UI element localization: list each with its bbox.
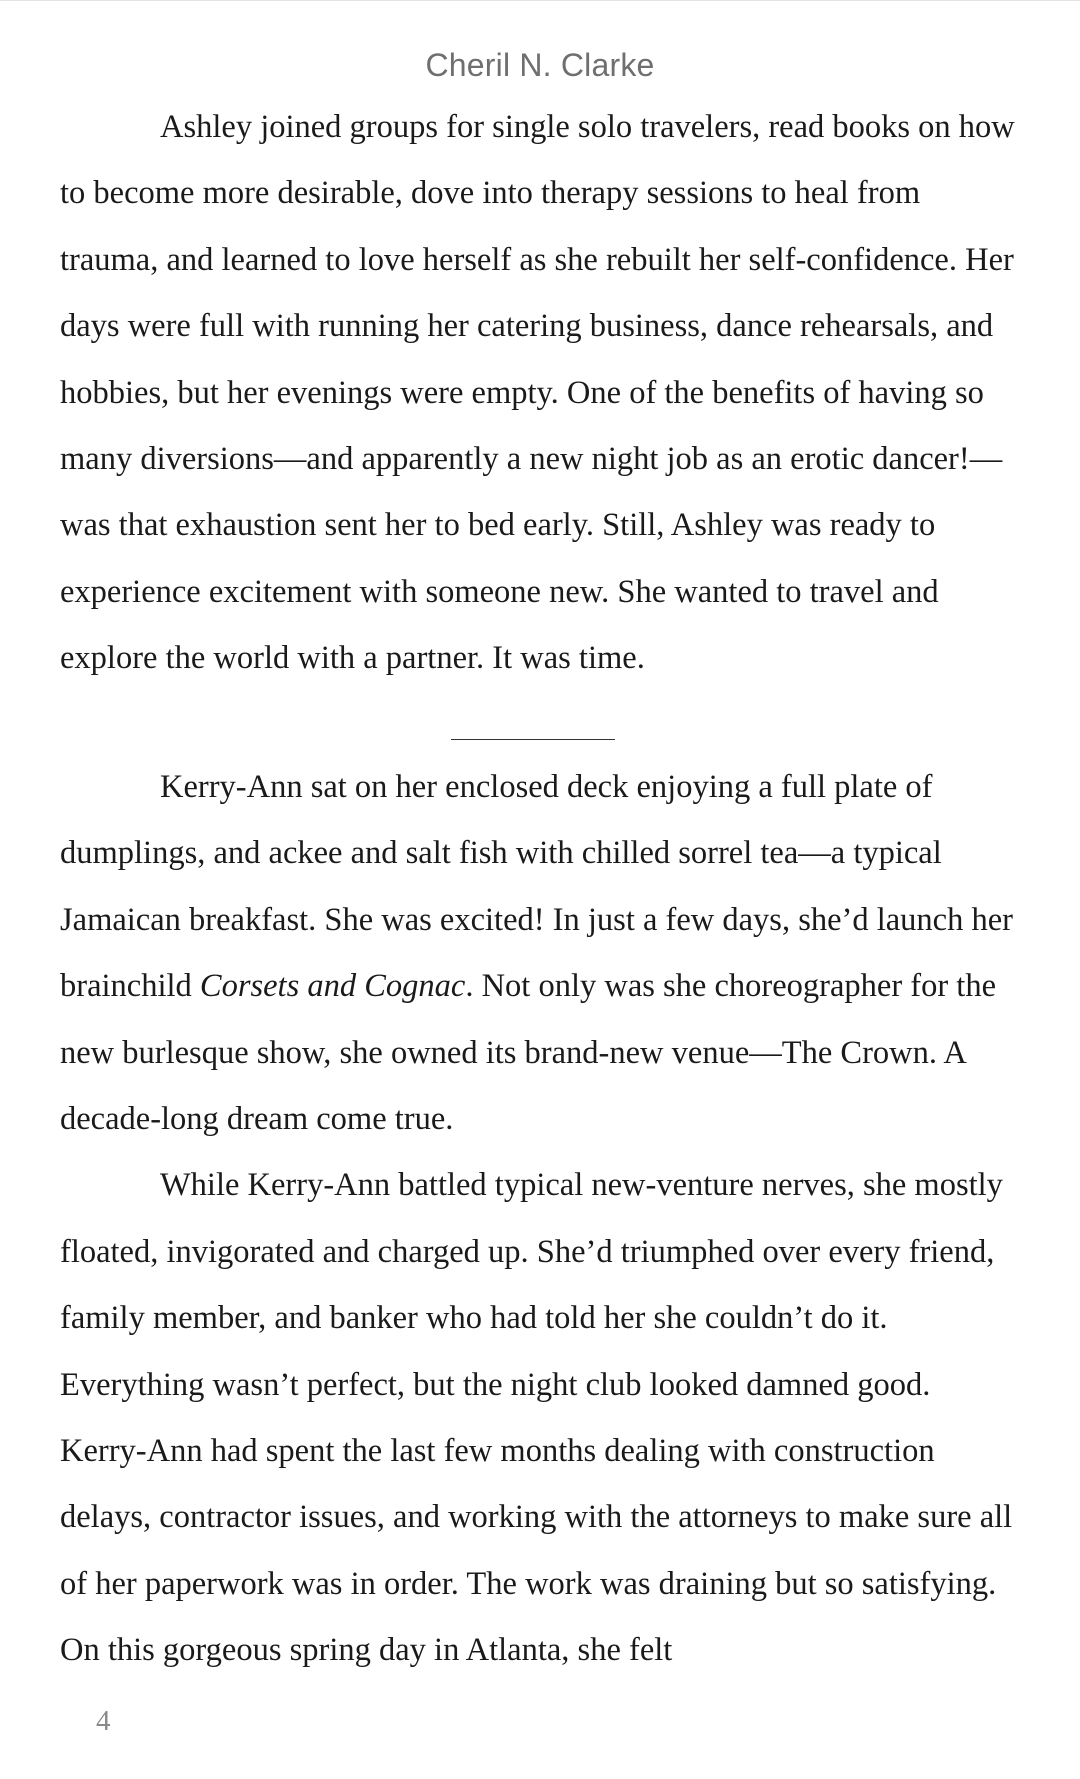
- running-header-author: Cheril N. Clarke: [425, 47, 655, 83]
- book-page: [0, 1, 1080, 1779]
- scene-break-divider: [451, 739, 615, 740]
- paragraph: While Kerry-Ann battled typical new-venture nerves, she mostly floated, invigorated and charged up. She’d triumphed over every friend, family member, and banker who had told her she couldn’t do it. Everything wasn’t perfect, but the night club looked damned good. Kerry-Ann had spent the last few months dealing with construction delays, contractor issues, and working with the attorneys to make sure all of her paperwork was in order. The work was draining but so satisfying. On this gorgeous spring day in Atlanta, she felt: [60, 1167, 1013, 1669]
- section-kerry-ann: [60, 754, 1020, 1684]
- page-number: 4: [96, 1705, 111, 1737]
- paragraph-text: Kerry-Ann sat on her enclosed deck enjoying a full plate of dumplings, and ackee and salt fish with chilled sorrel tea—a typical Jamaican breakfast. She was excited! In just a few days, she’d launch her brainchild: [60, 769, 1013, 1005]
- paragraph: Ashley joined groups for single solo travelers, read books on how to become more desirable, dove into therapy sessions to heal from trauma, and learned to love herself as she rebuilt her self-confidence. Her days were full with running her catering business, dance rehearsals, and hobbies, but her evenings were empty. One of the benefits of having so many diversions—and apparently a new night job as an erotic dancer!—was that exhaustion sent her to bed early. Still, Ashley was ready to experience excitement with someone new. She wanted to travel and explore the world with a partner. It was time.: [60, 109, 1015, 677]
- section-ashley: [60, 94, 1020, 692]
- paragraph-text: . Not only was she choreographer for the new burlesque show, she owned its brand-new venue—The Crown. A decade-long dream come true.: [60, 968, 996, 1138]
- paragraph: [60, 754, 1020, 1152]
- show-title: Corsets and Cognac: [199, 968, 466, 1005]
